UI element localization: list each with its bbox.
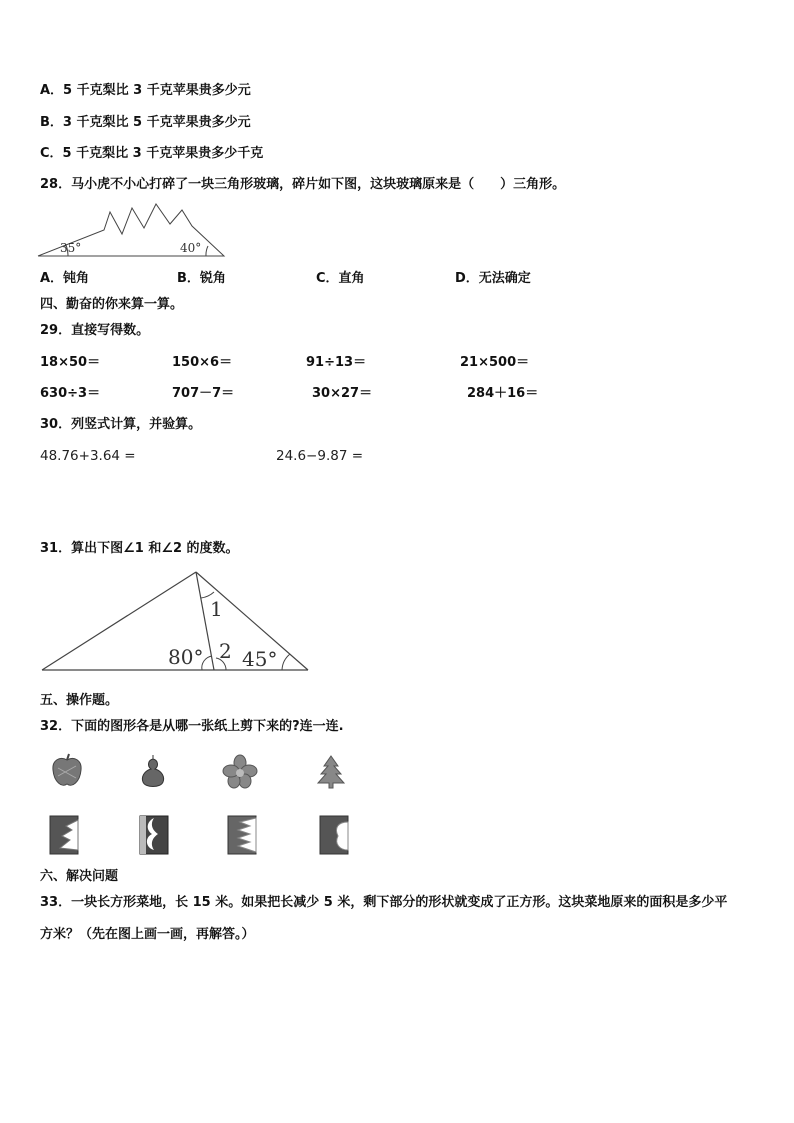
q29-item: 91÷13＝ <box>306 355 367 370</box>
paper-tree-hole-icon <box>48 814 82 856</box>
section-4-heading: 四、勤奋的你来算一算。 <box>40 297 184 312</box>
section-6-heading: 六、解决问题 <box>40 869 119 884</box>
tree-cutout-icon <box>316 754 346 790</box>
q29-item: 284＋16＝ <box>467 386 539 401</box>
q33-stem-line-2: 方米？（先在图上画一画，再解答。） <box>40 927 255 942</box>
q28-option-a: A．钝角 <box>40 271 90 286</box>
angle-label-left: 35° <box>60 241 82 255</box>
q29-item: 150×6＝ <box>172 355 233 370</box>
angle-label-right: 40° <box>180 241 202 255</box>
angle-label-45: 45° <box>242 647 278 671</box>
gourd-cutout-icon <box>138 752 168 790</box>
paper-zigzag-hole-icon <box>226 814 260 856</box>
section-5-heading: 五、操作题。 <box>40 693 119 708</box>
flower-cutout-icon <box>222 754 258 790</box>
paper-gourd-hole-icon <box>138 814 172 856</box>
q30-expression: 24.6−9.87 = <box>276 448 364 464</box>
angle-label-80: 80° <box>168 645 204 669</box>
q27-option-c: C．5 千克梨比 3 千克苹果贵多少千克 <box>40 146 264 161</box>
angle-label-2: 2 <box>219 639 232 663</box>
q32-stem: 32．下面的图形各是从哪一张纸上剪下来的?连一连. <box>40 719 344 734</box>
apple-cutout-icon <box>50 752 84 790</box>
q27-option-b: B．3 千克梨比 5 千克苹果贵多少元 <box>40 115 251 130</box>
q27-option-a: A．5 千克梨比 3 千克苹果贵多少元 <box>40 83 251 98</box>
q30-expression: 48.76+3.64 = <box>40 448 136 464</box>
q28-option-b: B．锐角 <box>177 271 226 286</box>
q28-option-c: C．直角 <box>316 271 365 286</box>
q28-option-d: D．无法确定 <box>455 271 531 286</box>
angle-label-1: 1 <box>210 597 223 621</box>
q33-stem-line-1: 33．一块长方形菜地，长 15 米。如果把长减少 5 米，剩下部分的形状就变成了正方形。这块菜地原来的面积是多少平 <box>40 895 728 910</box>
q29-item: 18×50＝ <box>40 355 101 370</box>
q28-stem: 28．马小虎不小心打碎了一块三角形玻璃，碎片如下图，这块玻璃原来是（ ）三角形。 <box>40 177 566 192</box>
q29-stem: 29．直接写得数。 <box>40 323 150 338</box>
angle-arc-right <box>206 246 208 256</box>
q29-item: 21×500＝ <box>460 355 530 370</box>
paper-apple-hole-icon <box>318 814 352 856</box>
q29-item: 707－7＝ <box>172 386 235 401</box>
triangle-angle-figure <box>38 568 318 678</box>
angle-arc-45 <box>282 654 290 670</box>
q30-stem: 30．列竖式计算，并验算。 <box>40 417 202 432</box>
q29-item: 30×27＝ <box>312 386 373 401</box>
broken-glass-triangle-figure <box>32 200 232 260</box>
q29-item: 630÷3＝ <box>40 386 101 401</box>
q31-stem: 31．算出下图∠1 和∠2 的度数。 <box>40 541 239 556</box>
